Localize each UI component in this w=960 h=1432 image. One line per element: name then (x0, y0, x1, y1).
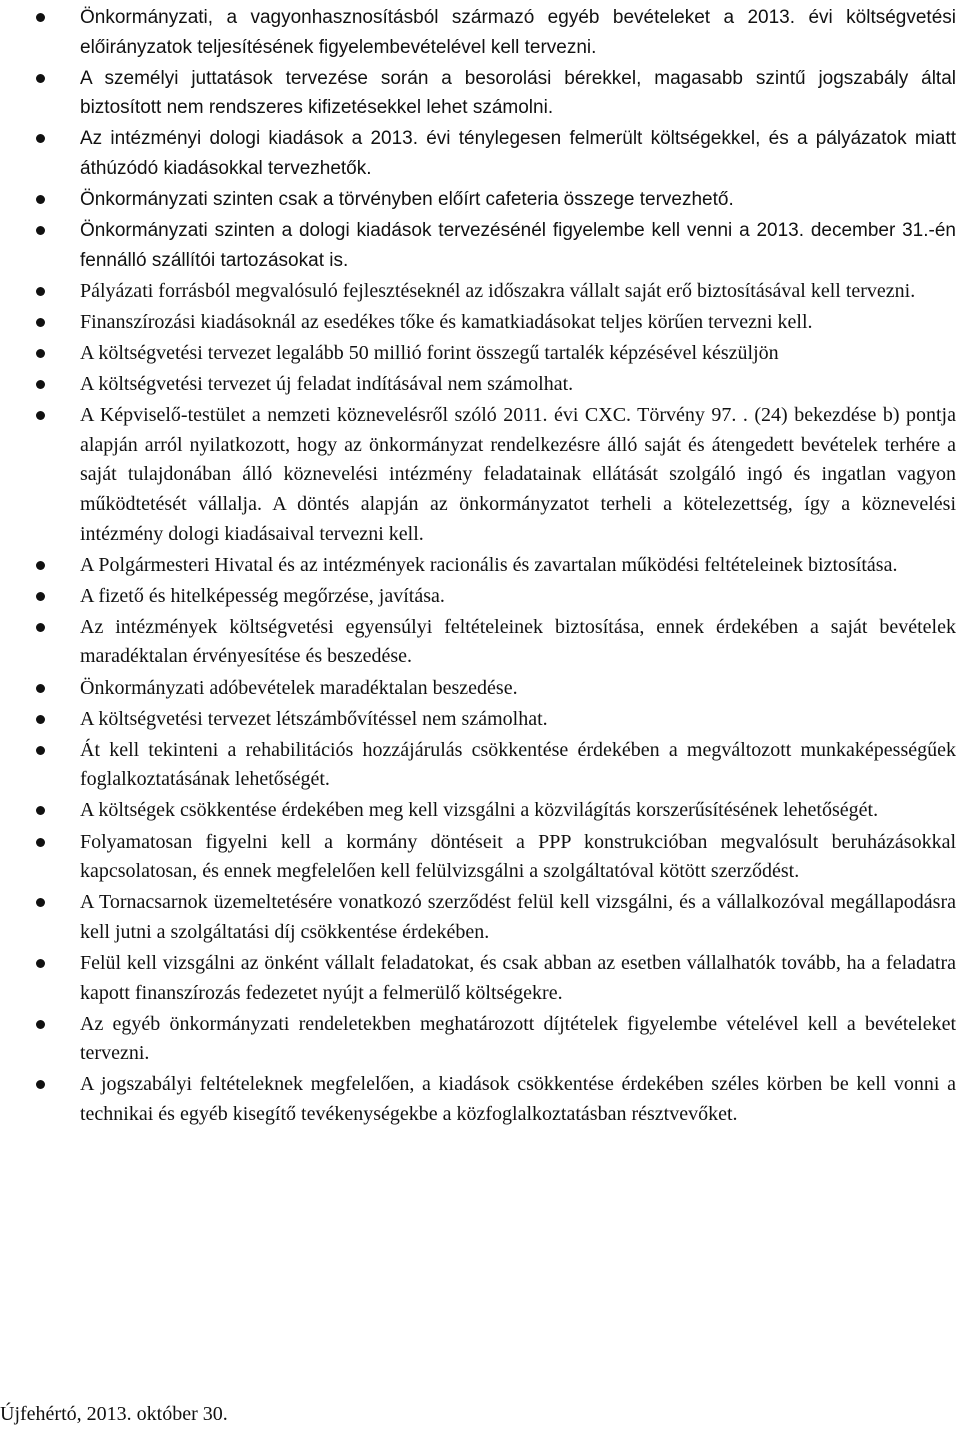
list-item (0, 308, 958, 338)
bullet-icon (36, 684, 45, 693)
bullet-icon (36, 561, 45, 570)
bullet-icon (36, 746, 45, 755)
bullet-icon (36, 380, 45, 389)
place-date-footer: Újfehértó, 2013. október 30. (0, 1403, 228, 1425)
list-item (0, 3, 958, 62)
list-item-text: Önkormányzati adóbevételek maradéktalan beszedése. (80, 676, 518, 699)
bullet-icon (36, 318, 45, 327)
bullet-icon (36, 806, 45, 815)
list-item-text: A Tornacsarnok üzemeltetésére vonatkozó szerződést felül kell vizsgálni, és a vállalkozóval megállapodásra kell jutni a szolgáltatási díj csökkentése érdekében. (80, 891, 956, 943)
list-item-text: A költségvetési tervezet új feladat indításával nem számolhat. (80, 373, 574, 396)
list-item (0, 674, 958, 704)
list-item-text: A személyi juttatások tervezése során a besorolási bérekkel, magasabb szintű jogszabály által biztosított nem rendszeres kifizetésekkel lehet számolni. (80, 67, 956, 119)
bullet-icon (36, 226, 45, 235)
list-item-text: Felül kell vizsgálni az önként vállalt feladatokat, és csak abban az esetben vállalhatók tovább, ha a feladatra kapott finanszírozás fedezetet nyújt a felmerülő költségekre. (80, 951, 956, 1004)
bullet-icon (36, 715, 45, 724)
list-item-text: A Képviselő-testület a nemzeti köznevelésről szóló 2011. évi CXC. Törvény 97. . (24) bekezdése b) pontja alapján arról nyilatkozott, hogy az önkormányzat rendelkezésre álló saját és átengedett bevételek terhére a saját tulajdonában álló köznevelési intézmény feladatainak ellátását szolgáló ingó és ingatlan vagyon működtetését vállalja. A döntés alapján az önkormányzatot terheli a kötelezettség, így a köznevelési intézmény dologi kiadásaival tervezni kell. (80, 404, 956, 545)
bullet-icon (36, 959, 45, 968)
bullet-icon (36, 592, 45, 601)
list-item-text: Önkormányzati szinten a dologi kiadások tervezésénél figyelembe kell venni a 2013. december 31.-én fennálló szállítói tartozásokat is. (80, 220, 956, 271)
bullet-icon (36, 1080, 45, 1089)
list-item (0, 551, 958, 581)
list-item-text: A Polgármesteri Hivatal és az intézmények racionális és zavartalan működési feltételeinek biztosítása. (80, 553, 898, 576)
bullet-icon (36, 74, 45, 83)
bullet-icon (36, 195, 45, 204)
list-item-text: A költségvetési tervezet létszámbővítéssel nem számolhat. (80, 707, 548, 730)
bullet-icon (36, 898, 45, 907)
list-item (0, 216, 958, 275)
list-item (0, 1070, 958, 1129)
bullet-icon (36, 623, 45, 632)
list-item (0, 185, 958, 215)
list-item-text: Az intézmények költségvetési egyensúlyi feltételeinek biztosítása, ennek érdekében a saját bevételek maradéktalan érvényesítése és beszedése. (80, 615, 956, 668)
bullet-icon (36, 287, 45, 296)
list-item (0, 828, 958, 887)
list-item (0, 949, 958, 1008)
list-item-text: Az intézményi dologi kiadások a 2013. évi ténylegesen felmerült költségekkel, és a pályázatok miatt áthúzódó kiadásokkal tervezhetők. (80, 128, 956, 179)
list-item-text: A költségek csökkentése érdekében meg kell vizsgálni a közvilágítás korszerűsítésének lehetőségét. (80, 799, 879, 822)
list-item-text: Folyamatosan figyelni kell a kormány döntéseit a PPP konstrukcióban megvalósult beruházásokkal kapcsolatosan, és ennek megfelelően kell felülvizsgálni a szolgáltatóval kötött szerződést. (80, 830, 956, 883)
list-item-text: Finanszírozási kiadásoknál az esedékes tőke és kamatkiadásokat teljes körűen tervezni kell. (80, 310, 813, 333)
list-item (0, 736, 958, 795)
list-item-text: Önkormányzati szinten csak a törvényben előírt cafeteria összege tervezhető. (80, 189, 734, 211)
list-item (0, 277, 958, 307)
list-item (0, 370, 958, 400)
bullet-icon (36, 349, 45, 358)
list-item (0, 64, 958, 123)
list-item (0, 582, 958, 612)
list-item (0, 339, 958, 369)
planning-guidelines-list (0, 3, 958, 1131)
list-item-text: Az egyéb önkormányzati rendeletekben meghatározott díjtételek figyelembe vételével kell a bevételeket tervezni. (80, 1012, 956, 1065)
list-item (0, 888, 958, 947)
list-item (0, 796, 958, 826)
list-item (0, 613, 958, 672)
bullet-icon (36, 134, 45, 143)
bullet-icon (36, 838, 45, 847)
list-item-text: Át kell tekinteni a rehabilitációs hozzájárulás csökkentése érdekében a megváltozott munkaképességűek foglalkoztatásának lehetőségét. (80, 738, 956, 791)
list-item (0, 1010, 958, 1069)
list-item-text: Pályázati forrásból megvalósuló fejlesztéseknél az időszakra vállalt saját erő biztosításával kell tervezni. (80, 279, 916, 302)
list-item-text: A költségvetési tervezet legalább 50 millió forint összegű tartalék képzésével készüljön (80, 342, 779, 365)
list-item (0, 401, 958, 549)
bullet-icon (36, 411, 45, 420)
list-item-text: A jogszabályi feltételeknek megfelelően, a kiadások csökkentése érdekében széles körben be kell vonni a technikai és egyéb kisegítő tevékenységekbe a közfoglalkoztatásban résztvevőket. (80, 1073, 956, 1125)
list-item-text: A fizető és hitelképesség megőrzése, javítása. (80, 584, 445, 607)
list-item-text: Önkormányzati, a vagyonhasznosításból származó egyéb bevételeket a 2013. évi költségvetési előirányzatok teljesítésének figyelembevételével kell tervezni. (80, 7, 956, 58)
list-item (0, 705, 958, 735)
list-item (0, 124, 958, 183)
bullet-icon (36, 1020, 45, 1029)
bullet-icon (36, 13, 45, 22)
